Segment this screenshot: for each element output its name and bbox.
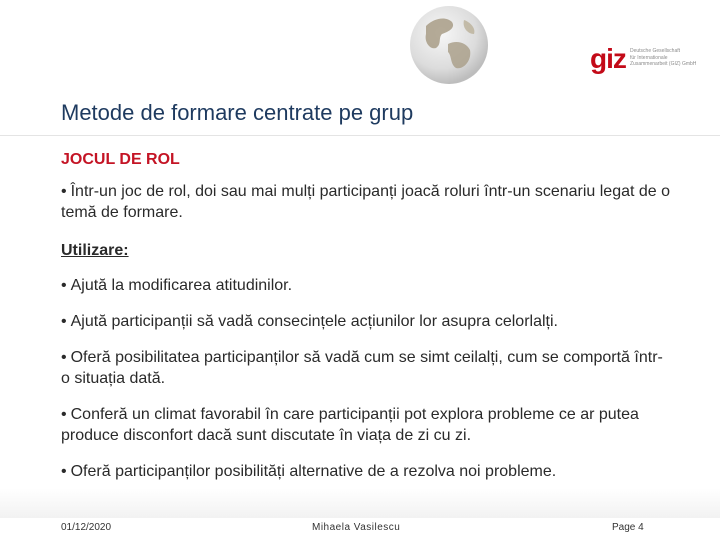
bullet-mark: • xyxy=(61,349,67,366)
slide-subtitle: JOCUL DE ROL xyxy=(61,151,180,168)
bullet-item xyxy=(61,404,671,446)
footer-date: 01/12/2020 xyxy=(61,522,112,533)
footer-author: Mihaela Vasilescu xyxy=(312,522,401,533)
giz-logo xyxy=(590,44,700,76)
slide-content xyxy=(61,181,671,497)
bullet-text: Conferă un climat favorabil în care participanții pot explora probleme ce ar putea produce disconfort dacă sunt discutate în viața de zi cu zi. xyxy=(61,406,639,444)
slide-title: Metode de formare centrate pe grup xyxy=(61,100,414,125)
bullet-item xyxy=(61,461,671,482)
bullet-text: Oferă participanților posibilități alternative de a rezolva noi probleme. xyxy=(70,463,557,480)
usage-heading: Utilizare: xyxy=(61,242,129,259)
bullet-item xyxy=(61,311,671,332)
bullet-mark: • xyxy=(61,183,67,200)
globe-image xyxy=(408,4,490,86)
giz-logo-mark: giz xyxy=(590,43,626,74)
bullet-mark: • xyxy=(61,277,67,294)
intro-paragraph xyxy=(61,181,671,223)
bullet-item xyxy=(61,347,671,389)
bullet-text: Oferă posibilitatea participanților să vadă cum se simt ceilalți, cum se comportă într-o situația dată. xyxy=(61,349,663,387)
bullet-mark: • xyxy=(61,313,67,330)
bullet-mark: • xyxy=(61,406,67,423)
footer-band xyxy=(0,488,720,518)
bullet-mark: • xyxy=(61,463,67,480)
bullet-text: Ajută la modificarea atitudinilor. xyxy=(70,277,293,294)
bullet-text: Ajută participanții să vadă consecințele acțiunilor lor asupra celorlalți. xyxy=(70,313,558,330)
giz-logo-text: Deutsche Gesellschaft für Internationale Zusammenarbeit (GIZ) GmbH xyxy=(630,48,697,67)
title-divider xyxy=(0,135,720,136)
footer-page-number: Page 4 xyxy=(612,522,644,533)
bullet-item xyxy=(61,275,671,296)
intro-text: Într-un joc de rol, doi sau mai mulți participanți joacă roluri într-un scenariu legat de o temă de formare. xyxy=(61,183,671,221)
